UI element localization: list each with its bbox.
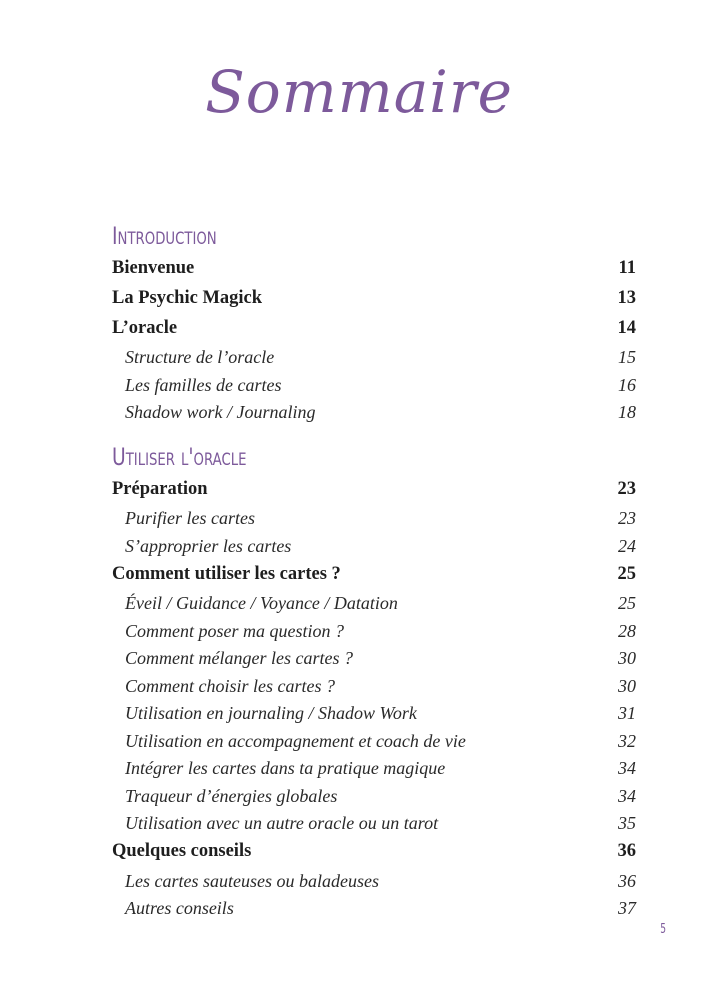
toc-entry-label: Utilisation en journaling / Shadow Work: [125, 703, 417, 723]
toc-entry-traqueur-d-energies-globales[interactable]: [125, 786, 636, 812]
toc-entry-label: Autres conseils: [125, 898, 234, 918]
toc-entry-page: 35: [618, 813, 636, 833]
toc-entry-label: Comment mélanger les cartes ?: [125, 648, 353, 668]
page-number: 5: [660, 922, 667, 937]
toc-entry-purifier-les-cartes[interactable]: [125, 508, 636, 534]
toc-entry-la-psychic-magick[interactable]: [112, 288, 636, 314]
toc-entry-label: Structure de l’oracle: [125, 347, 275, 367]
toc-entry-page: 13: [617, 288, 636, 308]
toc-entry-page: 30: [618, 676, 636, 696]
toc-entry-s-approprier-les-cartes[interactable]: [125, 536, 636, 562]
toc-entry-l-oracle[interactable]: [112, 318, 636, 344]
toc-entry-page: 36: [617, 841, 636, 861]
toc-entry-page: 24: [618, 536, 636, 556]
toc-entry-page: 25: [617, 564, 636, 584]
toc-entry-page: 18: [618, 402, 636, 422]
section-heading-utiliser-l-oracle: Utiliser l'oracle: [112, 443, 247, 471]
toc-entry-label: Traqueur d’énergies globales: [125, 786, 338, 806]
toc-entry-autres-conseils[interactable]: [125, 898, 636, 924]
toc-entry-label: Préparation: [112, 479, 208, 499]
toc-entry-page: 30: [618, 648, 636, 668]
toc-entry-page: 15: [618, 347, 636, 367]
toc-entry-comment-choisir-les-cartes[interactable]: [125, 676, 636, 702]
toc-entry-les-familles-de-cartes[interactable]: [125, 375, 636, 401]
toc-entry-page: 34: [618, 786, 636, 806]
toc-entry-label: Éveil / Guidance / Voyance / Datation: [125, 593, 398, 613]
toc-entry-label: Purifier les cartes: [125, 508, 255, 528]
toc-entry-label: Les cartes sauteuses ou baladeuses: [125, 871, 379, 891]
toc-entry-comment-utiliser-les-cartes[interactable]: [112, 564, 636, 590]
toc-entry-comment-melanger-les-cartes[interactable]: [125, 648, 636, 674]
toc-entry-shadow-work-journaling[interactable]: [125, 402, 636, 428]
toc-entry-label: Shadow work / Journaling: [125, 402, 316, 422]
toc-entry-quelques-conseils[interactable]: [112, 841, 636, 867]
section-heading-introduction: Introduction: [112, 222, 217, 250]
toc-entry-page: 31: [618, 703, 636, 723]
toc-entry-label: S’approprier les cartes: [125, 536, 292, 556]
toc-entry-label: Quelques conseils: [112, 841, 252, 861]
toc-entry-eveil-guidance-voyance-datation[interactable]: [125, 593, 636, 619]
toc-entry-label: Utilisation en accompagnement et coach de vie: [125, 731, 466, 751]
toc-entry-label: Utilisation avec un autre oracle ou un tarot: [125, 813, 439, 833]
toc-entry-bienvenue[interactable]: [112, 258, 636, 284]
page-title: Sommaire: [205, 58, 513, 126]
toc-entry-label: Comment utiliser les cartes ?: [112, 564, 341, 584]
toc-entry-preparation[interactable]: [112, 479, 636, 505]
toc-entry-integrer-les-cartes[interactable]: [125, 758, 636, 784]
toc-entry-label: Intégrer les cartes dans ta pratique magique: [125, 758, 446, 778]
toc-entry-label: Comment choisir les cartes ?: [125, 676, 335, 696]
toc-entry-utilisation-en-journaling[interactable]: [125, 703, 636, 729]
toc-entry-label: L’oracle: [112, 318, 178, 338]
toc-entry-page: 25: [618, 593, 636, 613]
toc-entry-page: 28: [618, 621, 636, 641]
toc-entry-label: Bienvenue: [112, 258, 195, 278]
toc-entry-page: 23: [617, 479, 636, 499]
toc-entry-page: 14: [617, 318, 636, 338]
toc-entry-structure-de-l-oracle[interactable]: [125, 347, 636, 373]
toc-entry-page: 37: [618, 898, 636, 918]
toc-entry-label: Les familles de cartes: [125, 375, 282, 395]
toc-entry-utilisation-en-accompagnement[interactable]: [125, 731, 636, 757]
toc-entry-label: Comment poser ma question ?: [125, 621, 344, 641]
toc-entry-page: 16: [618, 375, 636, 395]
toc-entry-utilisation-avec-un-autre-oracle[interactable]: [125, 813, 636, 839]
toc-entry-page: 11: [618, 258, 636, 278]
toc-entry-comment-poser-ma-question[interactable]: [125, 621, 636, 647]
toc-entry-label: La Psychic Magick: [112, 288, 263, 308]
toc-entry-page: 34: [618, 758, 636, 778]
toc-entry-page: 23: [618, 508, 636, 528]
toc-entry-les-cartes-sauteuses[interactable]: [125, 871, 636, 897]
toc-entry-page: 32: [618, 731, 636, 751]
toc-entry-page: 36: [618, 871, 636, 891]
